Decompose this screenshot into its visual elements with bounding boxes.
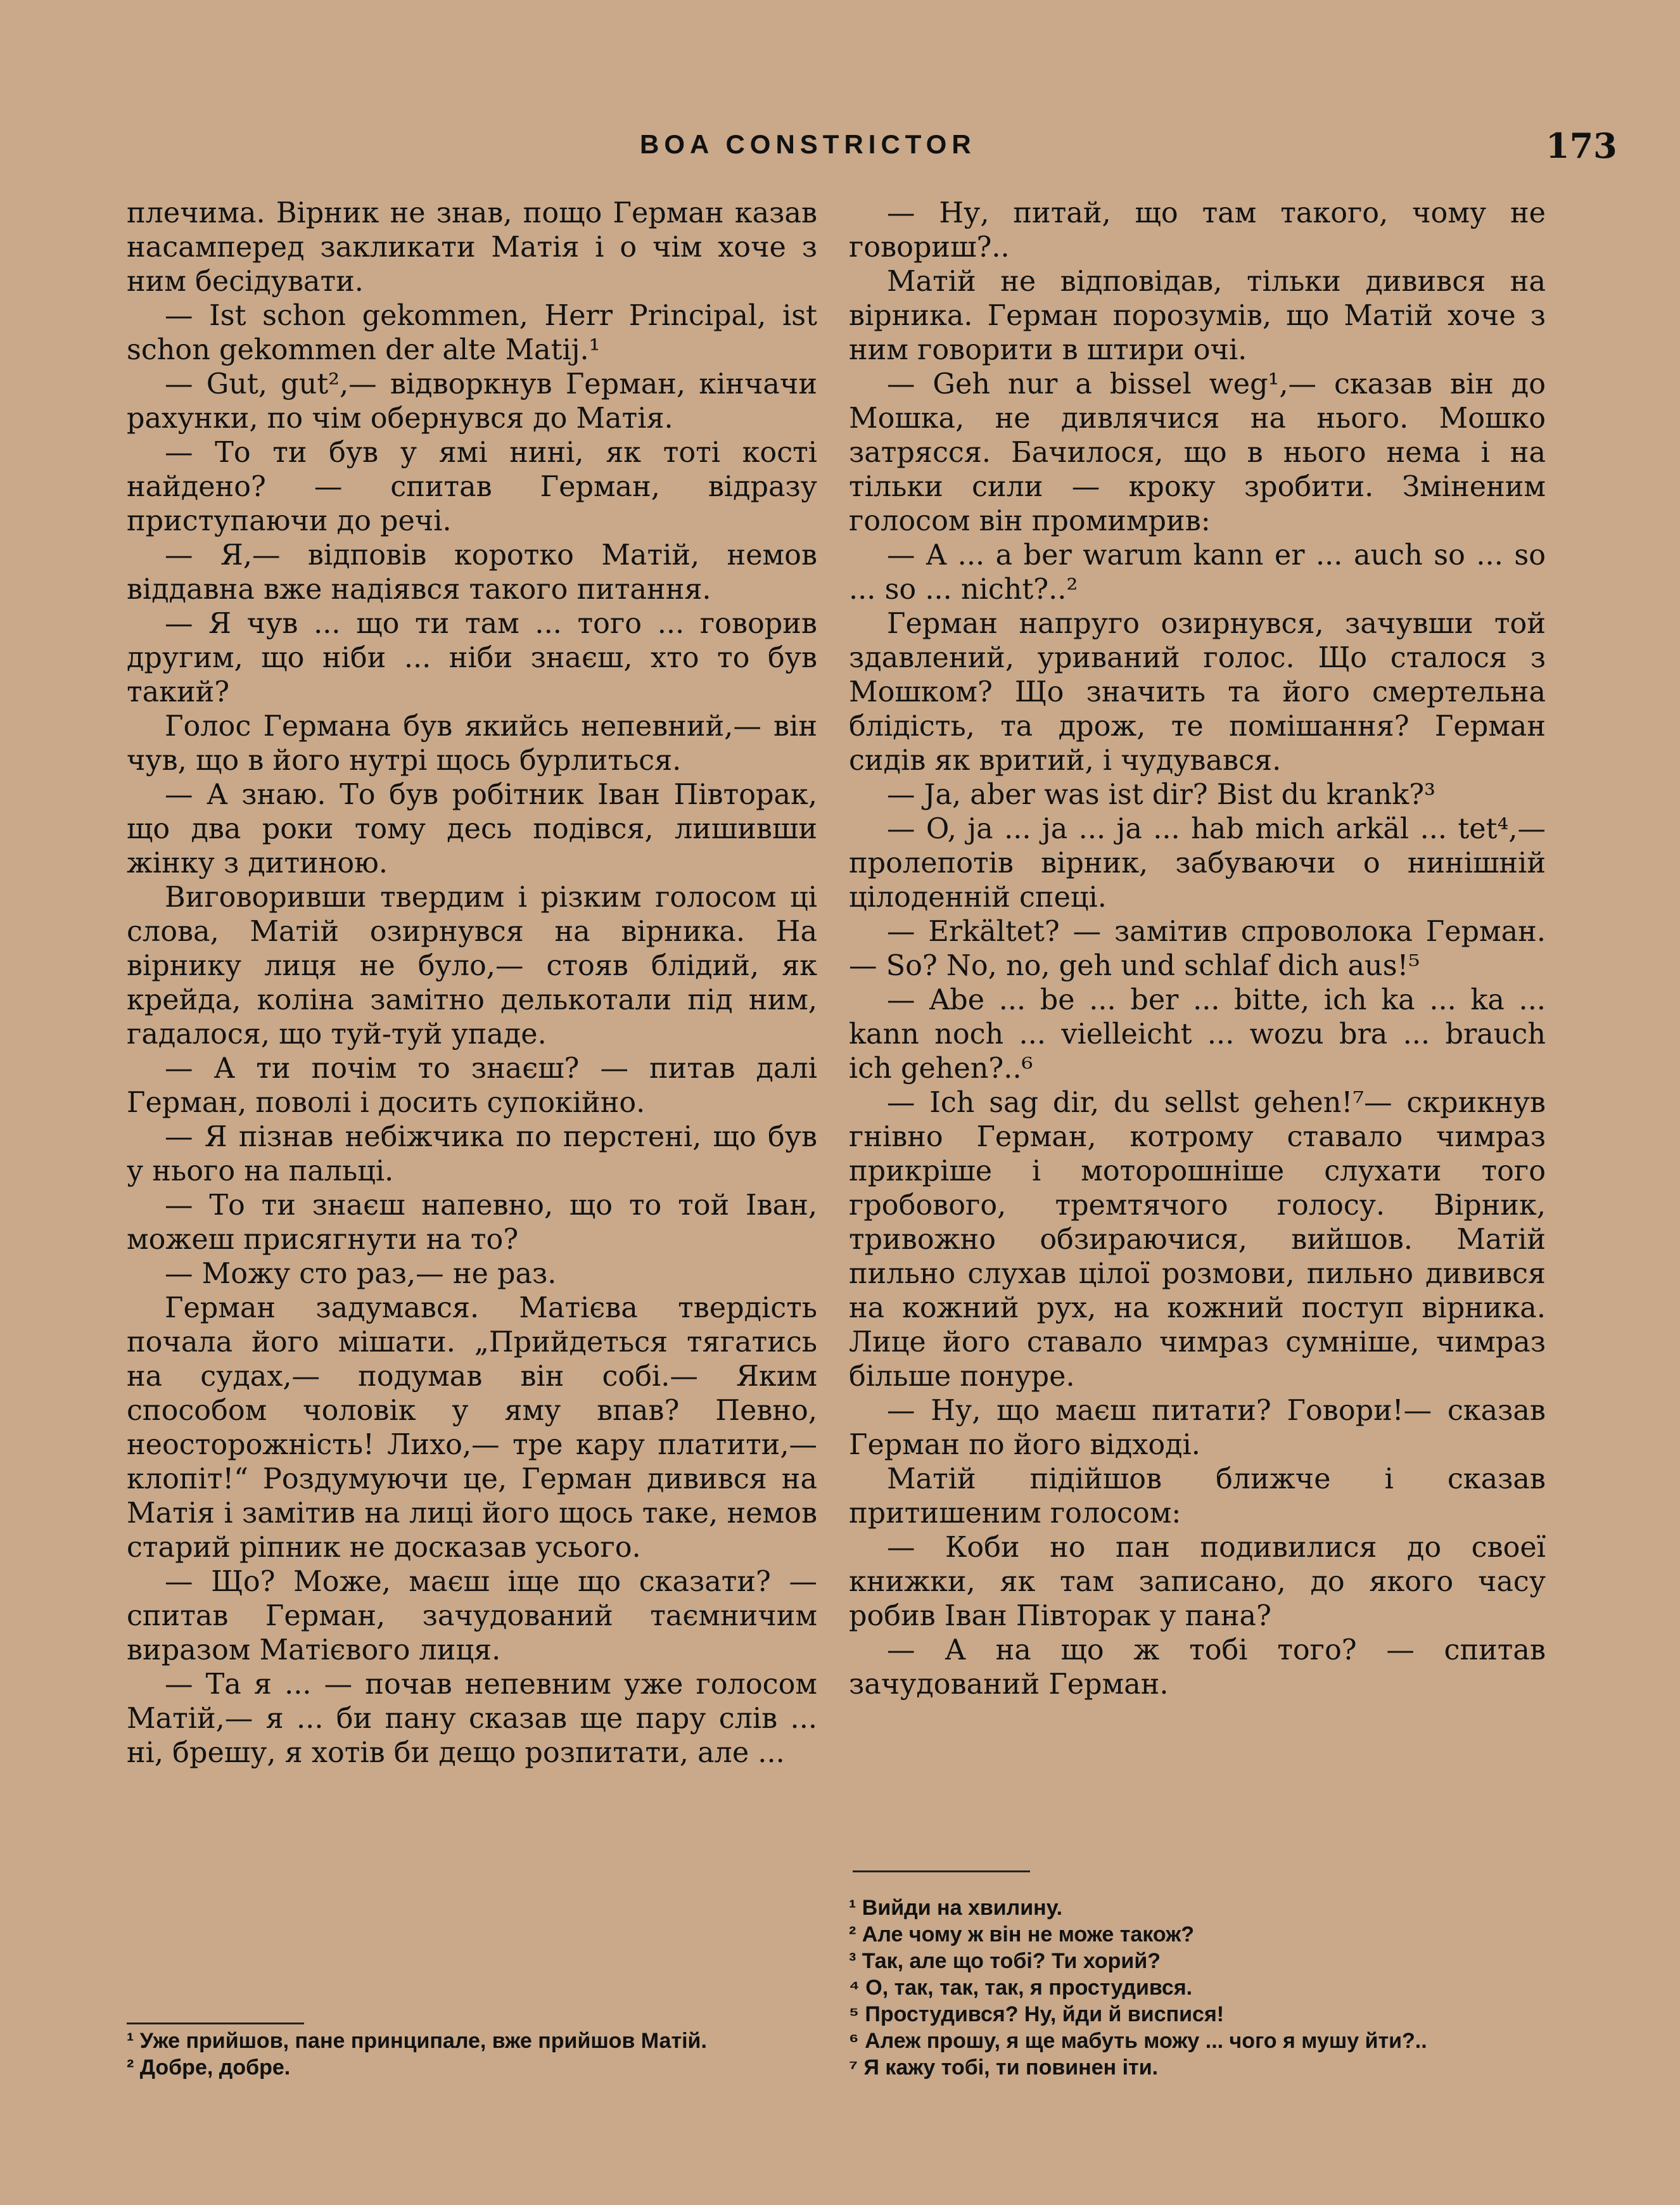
paragraph: — А знаю. То був робітник Іван Півторак, що два роки тому десь подівся, лишивши жінку з дитиною. — [127, 779, 817, 879]
footnote: ⁴ О, так, так, так, я простудився. — [849, 1976, 1193, 2000]
paragraph: — То ти знаєш напевно, що то той Іван, можеш присягнути на то? — [127, 1189, 817, 1256]
paragraph: — Ну, що маєш питати? Говори!— сказав Герман по його відході. — [849, 1395, 1546, 1461]
footnote: ³ Так, але що тобі? Ти хорий? — [849, 1949, 1161, 1973]
paragraph: Голос Германа був якийсь непевний,— він чув, що в його нутрі щось бурлиться. — [127, 710, 817, 777]
paragraph: Матій не відповідав, тільки дивився на вірника. Герман порозумів, що Матій хоче з ним говорити в штири очі. — [849, 265, 1546, 366]
paragraph: Герман задумався. Матієва твердість почала його мішати. „Прийдеться тягатись на судах,— подумав він собі.— Яким способом чоловік у яму впав? Певно, неосторожність! Лихо,— тре кару платити,— клопіт!“ Роздумуючи це, Герман дивився на Матія і замітив на лиці його щось таке, немов старий ріпник не досказав усього. — [127, 1292, 817, 1564]
paragraph: — Коби но пан подивилися до своеї книжки, як там записано, до якого часу робив Іван Півторак у пана? — [849, 1531, 1546, 1632]
running-header — [0, 125, 1680, 167]
footnote: ⁵ Простудився? Ну, йди й виспися! — [849, 2002, 1225, 2026]
left-footnotes — [127, 2028, 805, 2081]
paragraph: Матій підійшов ближче і сказав притишеним голосом: — [849, 1463, 1546, 1530]
footnote: ¹ Уже прийшов, пане принципале, вже прийшов Матій. — [127, 2029, 707, 2053]
footnote: ¹ Вийди на хвилину. — [849, 1896, 1063, 1920]
paragraph: — А на що ж тобі того? — спитав зачудований Герман. — [849, 1634, 1546, 1701]
paragraph: — Я чув ... що ти там ... того ... говорив другим, що ніби ... ніби знаєш, хто то був такий? — [127, 608, 817, 708]
paragraph: — O, ja ... ja ... ja ... hab mich arkäl ... tet⁴,— пролепотів вірник, забуваючи о нинішній цілоденній спеці. — [849, 813, 1546, 914]
footnote: ⁷ Я кажу тобі, ти повинен іти. — [849, 2055, 1159, 2080]
right-footnotes — [849, 1895, 1546, 2081]
paragraph: — Що? Може, маєш іще що сказати? — спитав Герман, зачудований таємничим виразом Матієвого лиця. — [127, 1566, 817, 1666]
paragraph: — Я,— відповів коротко Матій, немов віддавна вже надіявся такого питання. — [127, 539, 817, 606]
paragraph: — Можу сто раз,— не раз. — [165, 1258, 557, 1290]
paragraph: Виговоривши твердим і різким голосом ці слова, Матій озирнувся на вірника. На вірнику лиця не було,— стояв блідий, як крейда, коліна замітно делькотали під ним, гадалося, що туй-туй упаде. — [127, 881, 817, 1051]
paragraph: Герман напруго озирнувся, зачувши той здавлений, уриваний голос. Що сталося з Мошком? Що значить та його смертельна блідість, та дрож, те помішання? Герман сидів як вритий, і чудувався. — [849, 608, 1546, 777]
paragraph: — Gut, gut²,— відворкнув Герман, кінчачи рахунки, по чім обернувся до Матія. — [127, 368, 817, 435]
paragraph: — Ну, питай, що там такого, чому не говориш?.. — [849, 197, 1546, 264]
paragraph: — То ти був у ямі нині, як тоті кості найдено? — спитав Герман, відразу приступаючи до речі. — [127, 437, 817, 537]
paragraph: — Abe ... be ... ber ... bitte, ich ka ... ka ... kann noch ... vielleicht ... wozu bra ... brauch ich gehen?..⁶ — [849, 984, 1546, 1085]
running-title: BOA CONSTRICTOR — [640, 129, 976, 159]
footnote-rule — [127, 2023, 304, 2024]
footnote: ⁶ Алеж прошу, я ще мабуть можу ... чого я мушу йти?.. — [849, 2029, 1427, 2053]
paragraph: — Та я ... — почав непевним уже голосом Матій,— я ... би пану сказав ще пару слів ... ні, брешу, я хотів би дещо розпитати, але ... — [127, 1668, 817, 1769]
left-column — [127, 196, 817, 1770]
paragraph: — Erkältet? — замітив спроволока Герман.— So? No, no, geh und schlaf dich aus!⁵ — [849, 916, 1546, 982]
paragraph: — A ... a ber warum kann er ... auch so ... so ... so ... nicht?..² — [849, 539, 1546, 606]
paragraph: плечима. Вірник не знав, пощо Герман казав насамперед закликати Матія і о чім хоче з ним бесідувати. — [127, 197, 817, 298]
paragraph: — Geh nur a bissel weg¹,— сказав він до Мошка, не дивлячися на нього. Мошко затрясся. Бачилося, що в нього нема і на тільки сили — кроку зробити. Зміненим голосом він промимрив: — [849, 368, 1546, 537]
footnote-rule — [853, 1870, 1030, 1872]
paragraph: — Ja, aber was ist dir? Bist du krank?³ — [887, 779, 1435, 811]
page-number: 173 — [1546, 125, 1617, 166]
paragraph: — Ich sag dir, du sellst gehen!⁷— скрикнув гнівно Герман, котрому ставало чимраз прикріше і моторошніше слухати того гробового, тремтячого голосу. Вірник, тривожно обзираючися, вийшов. Матій пильно слухав цілої розмови, пильно дивився на кожний рух, на кожний поступ вірника. Лице його ставало чимраз сумніше, чимраз більше понуре. — [849, 1087, 1546, 1393]
paragraph: — Ist schon gekommen, Herr Principal, ist schon gekommen der alte Matij.¹ — [127, 300, 817, 366]
paragraph: — А ти почім то знаєш? — питав далі Герман, поволі і досить супокійно. — [127, 1052, 817, 1119]
right-column — [849, 196, 1546, 1702]
paragraph: — Я пізнав небіжчика по перстені, що був у нього на пальці. — [127, 1121, 817, 1187]
footnote: ² Але чому ж він не може також? — [849, 1922, 1195, 1946]
footnote: ² Добре, добре. — [127, 2055, 291, 2080]
